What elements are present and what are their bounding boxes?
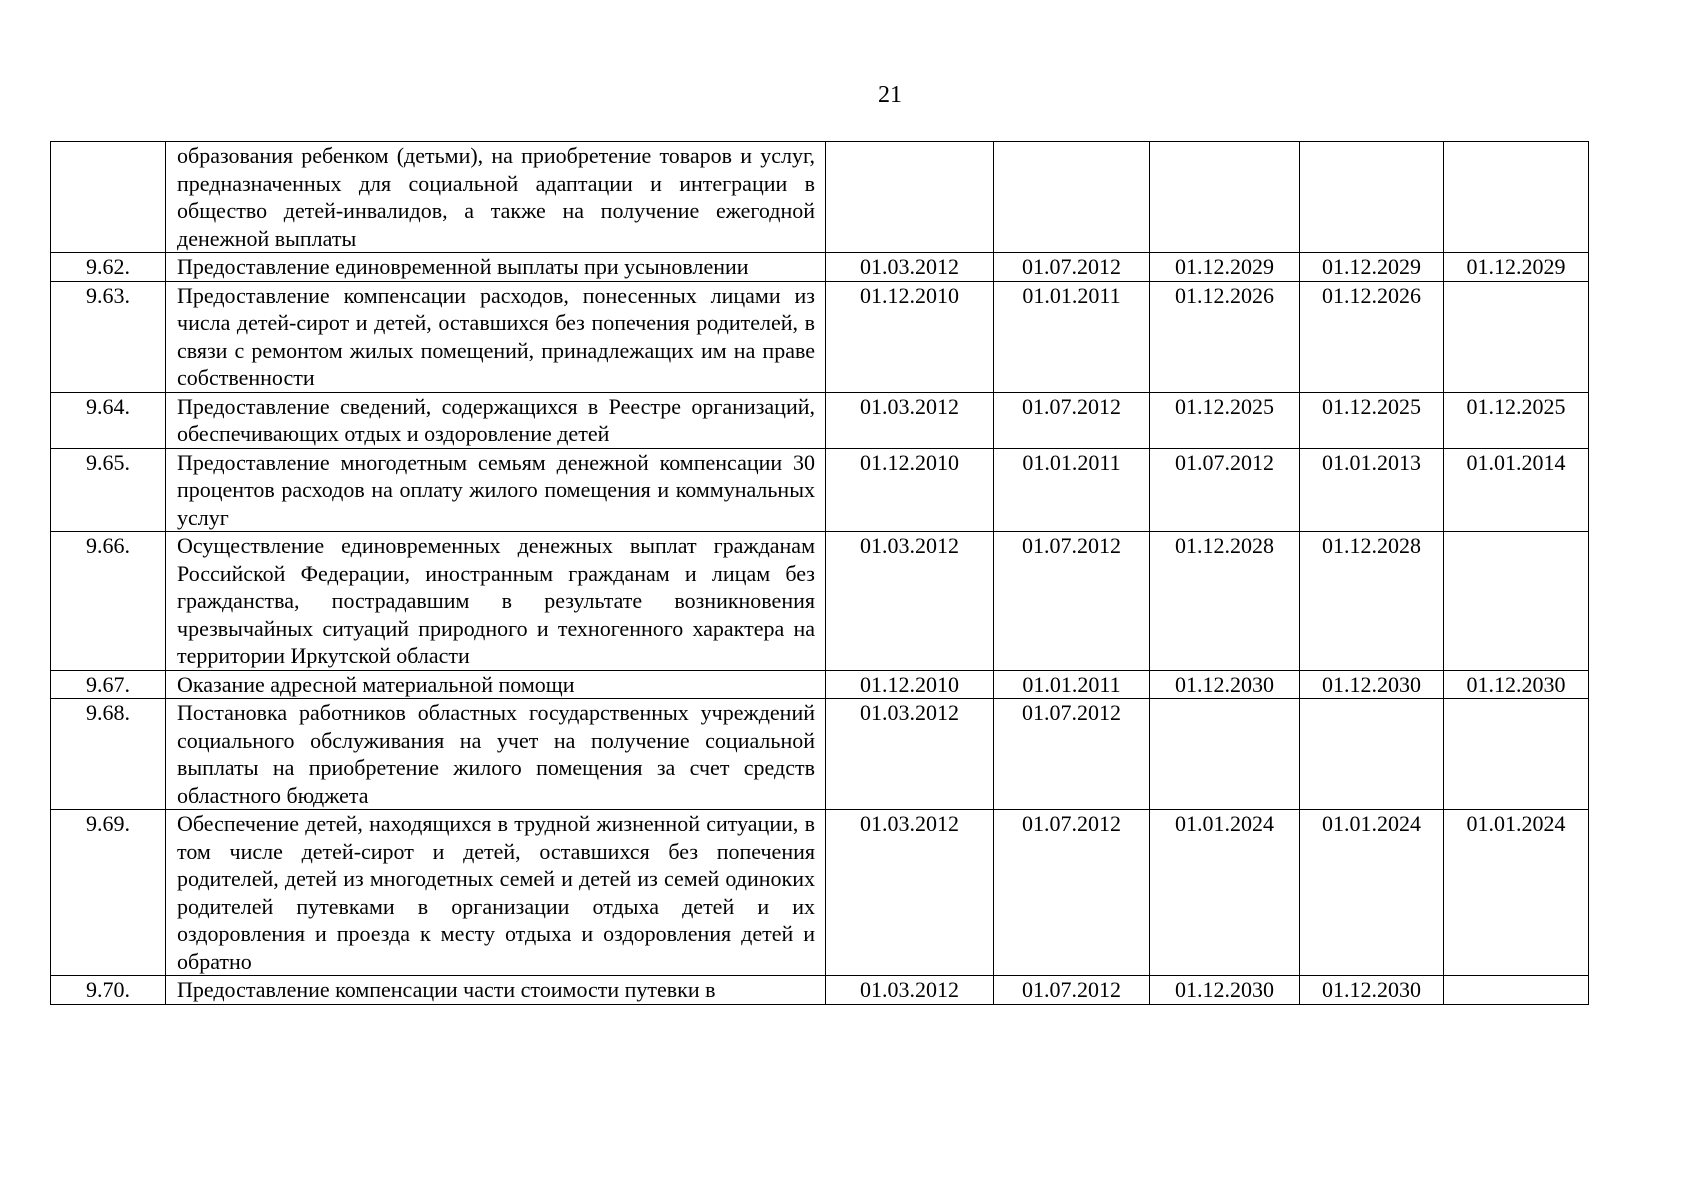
date-cell-2: 01.01.2011 (994, 448, 1150, 532)
date-cell-1: 01.03.2012 (826, 699, 994, 810)
date-cell-1 (826, 142, 994, 253)
date-cell-4: 01.12.2029 (1300, 253, 1444, 282)
date-cell-5 (1444, 281, 1589, 392)
date-cell-2: 01.01.2011 (994, 281, 1150, 392)
date-cell-5: 01.01.2014 (1444, 448, 1589, 532)
table-row (51, 810, 1589, 976)
row-number-cell: 9.70. (51, 976, 166, 1005)
date-cell-4 (1300, 142, 1444, 253)
table-row (51, 281, 1589, 392)
table-row (51, 699, 1589, 810)
date-cell-1: 01.12.2010 (826, 448, 994, 532)
date-cell-5: 01.12.2025 (1444, 392, 1589, 448)
date-cell-1: 01.03.2012 (826, 810, 994, 976)
services-table (50, 141, 1589, 1005)
service-description-cell: Предоставление компенсации расходов, понесенных лицами из числа детей-сирот и детей, оставшихся без попечения родителей, в связи с ремонтом жилых помещений, принадлежащих им на праве собственности (166, 281, 826, 392)
row-number-cell: 9.68. (51, 699, 166, 810)
date-cell-3: 01.12.2026 (1150, 281, 1300, 392)
table-row (51, 532, 1589, 671)
service-description-cell: Предоставление многодетным семьям денежной компенсации 30 процентов расходов на оплату жилого помещения и коммунальных услуг (166, 448, 826, 532)
date-cell-3: 01.07.2012 (1150, 448, 1300, 532)
row-number-cell: 9.64. (51, 392, 166, 448)
service-description-cell: Предоставление компенсации части стоимости путевки в (166, 976, 826, 1005)
date-cell-2: 01.07.2012 (994, 976, 1150, 1005)
service-description-cell: образования ребенком (детьми), на приобретение товаров и услуг, предназначенных для социальной адаптации и интеграции в общество детей-инвалидов, а также на получение ежегодной денежной выплаты (166, 142, 826, 253)
date-cell-4: 01.12.2028 (1300, 532, 1444, 671)
date-cell-3: 01.01.2024 (1150, 810, 1300, 976)
date-cell-3: 01.12.2030 (1150, 670, 1300, 699)
date-cell-1: 01.12.2010 (826, 281, 994, 392)
date-cell-2: 01.01.2011 (994, 670, 1150, 699)
date-cell-2: 01.07.2012 (994, 253, 1150, 282)
page-number: 21 (878, 82, 902, 108)
service-description-cell: Оказание адресной материальной помощи (166, 670, 826, 699)
service-description-cell: Предоставление сведений, содержащихся в Реестре организаций, обеспечивающих отдых и оздоровление детей (166, 392, 826, 448)
date-cell-4: 01.12.2025 (1300, 392, 1444, 448)
table-row (51, 392, 1589, 448)
table-row (51, 142, 1589, 253)
table-row (51, 448, 1589, 532)
date-cell-4: 01.12.2030 (1300, 976, 1444, 1005)
table-row (51, 976, 1589, 1005)
table-row (51, 670, 1589, 699)
table-row (51, 253, 1589, 282)
date-cell-5: 01.01.2024 (1444, 810, 1589, 976)
row-number-cell: 9.67. (51, 670, 166, 699)
date-cell-3: 01.12.2030 (1150, 976, 1300, 1005)
date-cell-2 (994, 142, 1150, 253)
date-cell-3: 01.12.2028 (1150, 532, 1300, 671)
row-number-cell: 9.65. (51, 448, 166, 532)
date-cell-4: 01.01.2024 (1300, 810, 1444, 976)
date-cell-4: 01.12.2026 (1300, 281, 1444, 392)
date-cell-3: 01.12.2025 (1150, 392, 1300, 448)
date-cell-2: 01.07.2012 (994, 532, 1150, 671)
date-cell-1: 01.03.2012 (826, 253, 994, 282)
date-cell-4: 01.12.2030 (1300, 670, 1444, 699)
date-cell-5 (1444, 142, 1589, 253)
date-cell-3 (1150, 142, 1300, 253)
date-cell-5 (1444, 699, 1589, 810)
date-cell-1: 01.03.2012 (826, 392, 994, 448)
date-cell-4 (1300, 699, 1444, 810)
date-cell-2: 01.07.2012 (994, 392, 1150, 448)
date-cell-5: 01.12.2029 (1444, 253, 1589, 282)
row-number-cell (51, 142, 166, 253)
row-number-cell: 9.66. (51, 532, 166, 671)
date-cell-1: 01.03.2012 (826, 532, 994, 671)
date-cell-5: 01.12.2030 (1444, 670, 1589, 699)
date-cell-2: 01.07.2012 (994, 810, 1150, 976)
date-cell-5 (1444, 532, 1589, 671)
date-cell-1: 01.12.2010 (826, 670, 994, 699)
date-cell-3 (1150, 699, 1300, 810)
date-cell-1: 01.03.2012 (826, 976, 994, 1005)
date-cell-2: 01.07.2012 (994, 699, 1150, 810)
row-number-cell: 9.69. (51, 810, 166, 976)
service-description-cell: Постановка работников областных государственных учреждений социального обслуживания на учет на получение социальной выплаты на приобретение жилого помещения за счет средств областного бюджета (166, 699, 826, 810)
date-cell-3: 01.12.2029 (1150, 253, 1300, 282)
date-cell-4: 01.01.2013 (1300, 448, 1444, 532)
service-description-cell: Предоставление единовременной выплаты при усыновлении (166, 253, 826, 282)
row-number-cell: 9.62. (51, 253, 166, 282)
service-description-cell: Обеспечение детей, находящихся в трудной жизненной ситуации, в том числе детей-сирот и детей, оставшихся без попечения родителей, детей из многодетных семей и детей из семей одиноких родителей путевками в организации отдыха детей и их оздоровления и проезда к месту отдыха и оздоровления детей и обратно (166, 810, 826, 976)
row-number-cell: 9.63. (51, 281, 166, 392)
service-description-cell: Осуществление единовременных денежных выплат гражданам Российской Федерации, иностранным гражданам и лицам без гражданства, пострадавшим в результате возникновения чрезвычайных ситуаций природного и техногенного характера на территории Иркутской области (166, 532, 826, 671)
date-cell-5 (1444, 976, 1589, 1005)
